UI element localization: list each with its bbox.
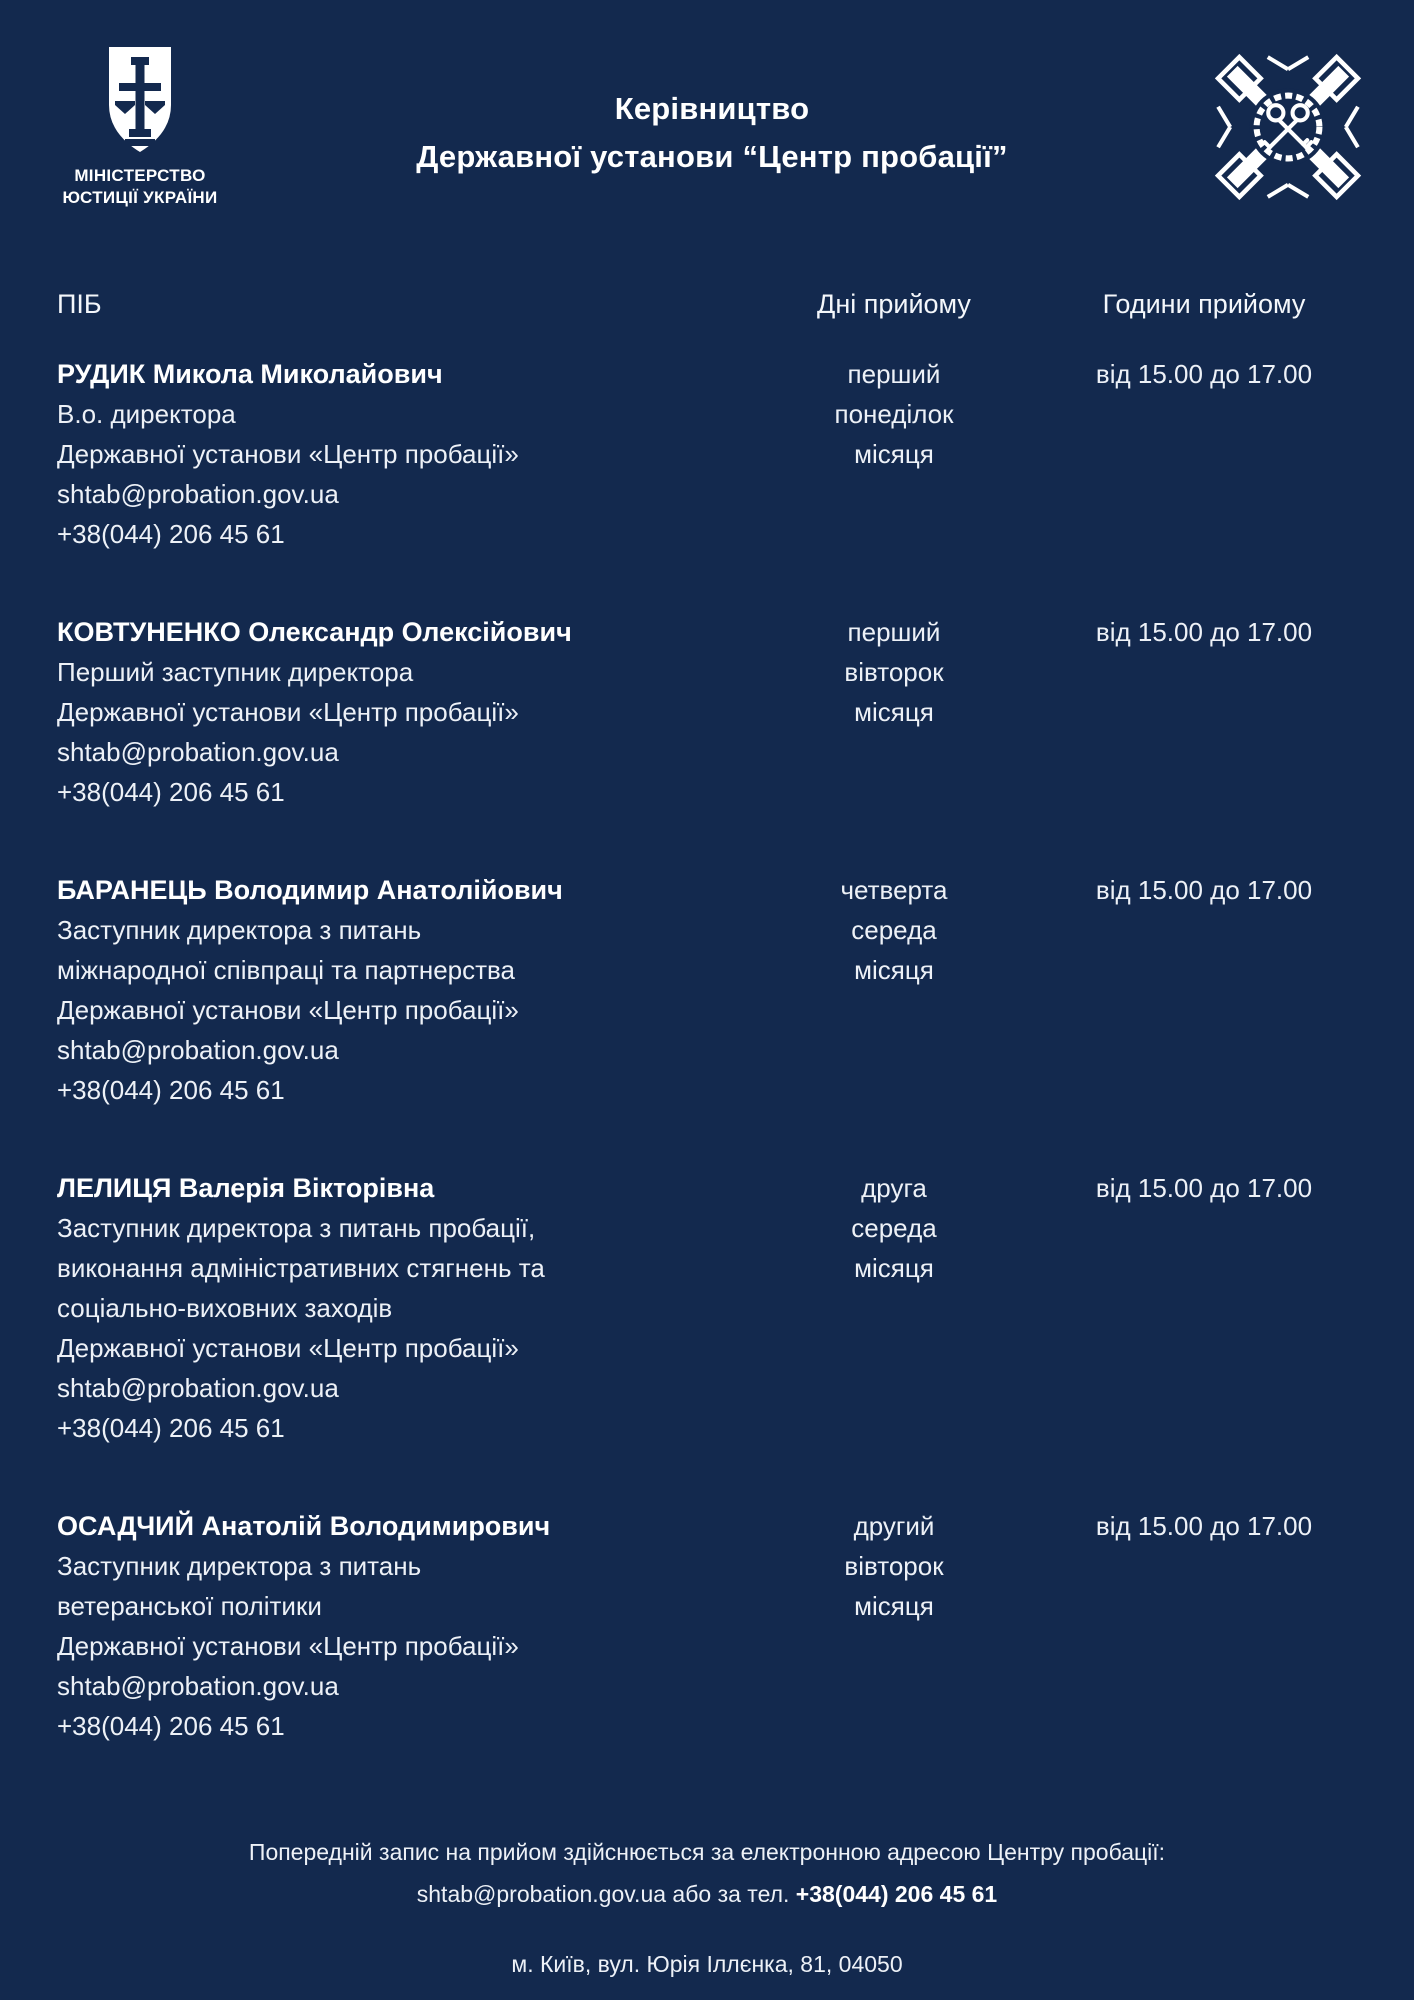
person-email: shtab@probation.gov.ua (57, 737, 339, 767)
person-position: міжнародної співпраці та партнерства (57, 955, 516, 985)
footer-note-line1: Попередній запис на прийом здійснюється за електронною адресою Центру пробації: (248, 1839, 1166, 1865)
reception-days-cell (744, 870, 1044, 1110)
reception-hours-cell (1044, 870, 1364, 1110)
table-row (57, 1506, 1364, 1746)
reception-hours: від 15.00 до 17.00 (1095, 1173, 1313, 1203)
reception-hours: від 15.00 до 17.00 (1095, 617, 1313, 647)
footer-contact-phone: +38(044) 206 45 61 (795, 1881, 998, 1907)
person-phone: +38(044) 206 45 61 (57, 777, 285, 807)
reception-days-line: вівторок (844, 657, 944, 687)
reception-days-line: місяця (854, 439, 934, 469)
ministry-logo-block (50, 45, 230, 209)
table-row (57, 1168, 1364, 1448)
page-header (0, 0, 1414, 209)
reception-hours: від 15.00 до 17.00 (1095, 359, 1313, 389)
reception-days-line: місяця (854, 1253, 934, 1283)
reception-days-line: місяця (854, 697, 934, 727)
shield-with-scales-icon (50, 45, 230, 155)
person-cell (57, 1168, 744, 1448)
person-cell (57, 870, 744, 1110)
reception-days-line: перший (847, 617, 941, 647)
reception-days-line: четверта (840, 875, 948, 905)
probation-emblem-block (1194, 51, 1364, 208)
reception-days-line: місяця (854, 955, 934, 985)
person-institution: Державної установи «Центр пробації» (57, 697, 519, 727)
reception-days-line: друга (861, 1173, 927, 1203)
person-name: РУДИК Микола Миколайович (57, 359, 443, 389)
reception-hours: від 15.00 до 17.00 (1095, 875, 1313, 905)
person-phone: +38(044) 206 45 61 (57, 1413, 285, 1443)
page-footer (0, 1831, 1414, 1985)
column-header-days: Дні прийому (817, 289, 971, 319)
person-name: КОВТУНЕНКО Олександр Олексійович (57, 617, 572, 647)
person-institution: Державної установи «Центр пробації» (57, 1631, 519, 1661)
reception-hours-cell (1044, 1168, 1364, 1448)
person-position: Заступник директора з питань (57, 915, 422, 945)
person-position: соціально-виховних заходів (57, 1293, 393, 1323)
ministry-label-line1: МІНІСТЕРСТВО (74, 166, 206, 185)
person-position: Заступник директора з питань пробації, (57, 1213, 536, 1243)
reception-days-cell (744, 1168, 1044, 1448)
reception-days-line: місяця (854, 1591, 934, 1621)
footer-address: м. Київ, вул. Юрія Іллєнка, 81, 04050 (511, 1951, 903, 1977)
reception-days-cell (744, 1506, 1044, 1746)
reception-days-line: середа (851, 915, 937, 945)
reception-hours-cell (1044, 1506, 1364, 1746)
table-row (57, 612, 1364, 812)
person-phone: +38(044) 206 45 61 (57, 519, 285, 549)
person-name: БАРАНЕЦЬ Володимир Анатолійович (57, 875, 563, 905)
person-phone: +38(044) 206 45 61 (57, 1711, 285, 1741)
reception-days-cell (744, 612, 1044, 812)
person-institution: Державної установи «Центр пробації» (57, 439, 519, 469)
reception-schedule-table (0, 284, 1414, 1746)
reception-days-cell (744, 354, 1044, 554)
person-cell (57, 612, 744, 812)
person-cell (57, 1506, 744, 1746)
column-header-name: ПІБ (57, 289, 102, 319)
reception-hours-cell (1044, 354, 1364, 554)
footer-contact-text: shtab@probation.gov.ua або за тел. (416, 1881, 796, 1907)
title-block (230, 85, 1194, 181)
person-institution: Державної установи «Центр пробації» (57, 1333, 519, 1363)
person-cell (57, 354, 744, 554)
reception-hours-cell (1044, 612, 1364, 812)
person-email: shtab@probation.gov.ua (57, 479, 339, 509)
reception-days-line: понеділок (834, 399, 954, 429)
person-position: Заступник директора з питань (57, 1551, 422, 1581)
footer-note-line2 (0, 1873, 1414, 1915)
person-email: shtab@probation.gov.ua (57, 1671, 339, 1701)
person-email: shtab@probation.gov.ua (57, 1373, 339, 1403)
person-phone: +38(044) 206 45 61 (57, 1075, 285, 1105)
person-institution: Державної установи «Центр пробації» (57, 995, 519, 1025)
table-row (57, 870, 1364, 1110)
person-position: ветеранської політики (57, 1591, 322, 1621)
reception-days-line: середа (851, 1213, 937, 1243)
page-title-line2: Державної установи “Центр пробації” (416, 139, 1008, 174)
person-position: В.о. директора (57, 399, 236, 429)
page-title-line1: Керівництво (614, 91, 810, 126)
table-header-row (57, 284, 1364, 324)
person-name: ЛЕЛИЦЯ Валерія Вікторівна (57, 1173, 435, 1203)
person-email: shtab@probation.gov.ua (57, 1035, 339, 1065)
person-position: виконання адміністративних стягнень та (57, 1253, 545, 1283)
person-position: Перший заступник директора (57, 657, 414, 687)
reception-days-line: другий (853, 1511, 935, 1541)
reception-hours: від 15.00 до 17.00 (1095, 1511, 1313, 1541)
person-name: ОСАДЧИЙ Анатолій Володимирович (57, 1511, 551, 1541)
cross-with-wreath-and-keys-icon (1212, 51, 1364, 208)
reception-days-line: вівторок (844, 1551, 944, 1581)
table-row (57, 354, 1364, 554)
reception-days-line: перший (847, 359, 941, 389)
column-header-hours: Години прийому (1102, 289, 1306, 319)
ministry-label-line2: ЮСТИЦІЇ УКРАЇНИ (62, 188, 218, 207)
